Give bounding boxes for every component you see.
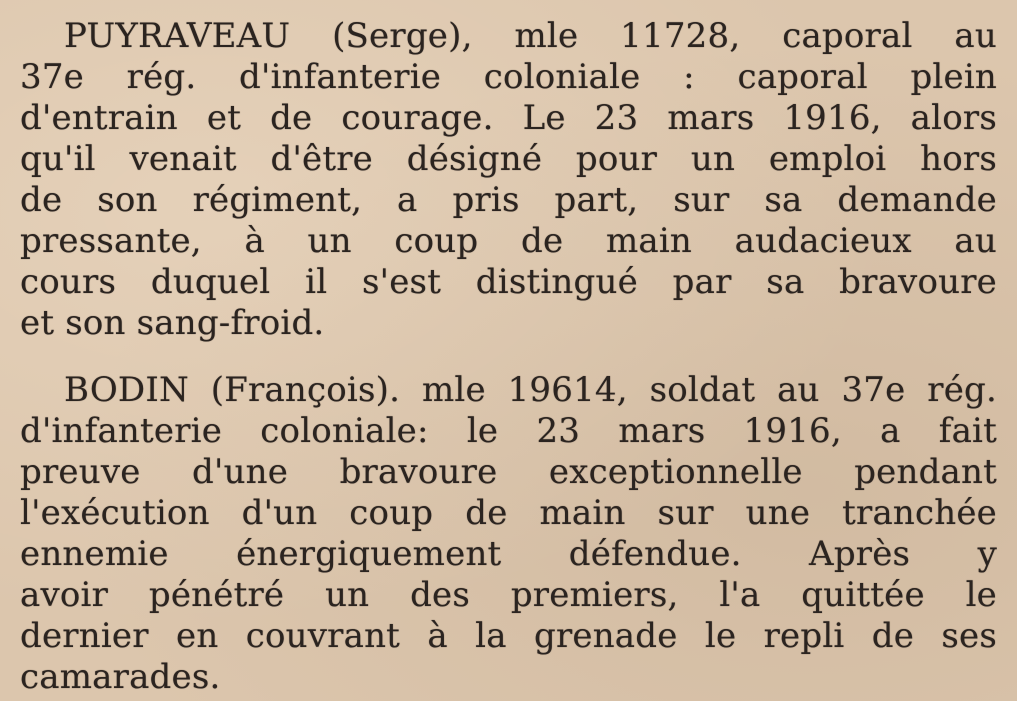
citation-puyraveau <box>20 16 997 344</box>
text-line: 37e rég. d'infanterie coloniale : caporal plein <box>20 57 997 97</box>
text-line: PUYRAVEAU (Serge), mle 11728, caporal au <box>64 16 997 56</box>
text-line: et son sang-froid. <box>20 303 325 343</box>
text-line: pressante, à un coup de main audacieux au <box>20 221 997 261</box>
text-line: l'exécution d'un coup de main sur une tranchée <box>20 493 997 533</box>
text-line: d'entrain et de courage. Le 23 mars 1916, alors <box>20 98 997 138</box>
text-line: preuve d'une bravoure exceptionnelle pendant <box>20 452 997 492</box>
text-line: de son régiment, a pris part, sur sa demande <box>20 180 997 220</box>
text-line: cours duquel il s'est distingué par sa bravoure <box>20 262 997 302</box>
text-line: camarades. <box>20 657 221 697</box>
citation-bodin <box>20 370 997 698</box>
text-line: qu'il venait d'être désigné pour un emploi hors <box>20 139 997 179</box>
text-line: avoir pénétré un des premiers, l'a quittée le <box>20 575 997 615</box>
text-line: BODIN (François). mle 19614, soldat au 37e rég. <box>64 370 997 410</box>
text-line: ennemie énergiquement défendue. Après y <box>20 534 997 574</box>
text-line: d'infanterie coloniale: le 23 mars 1916, a fait <box>20 411 997 451</box>
text-line: dernier en couvrant à la grenade le repli de ses <box>20 616 997 656</box>
